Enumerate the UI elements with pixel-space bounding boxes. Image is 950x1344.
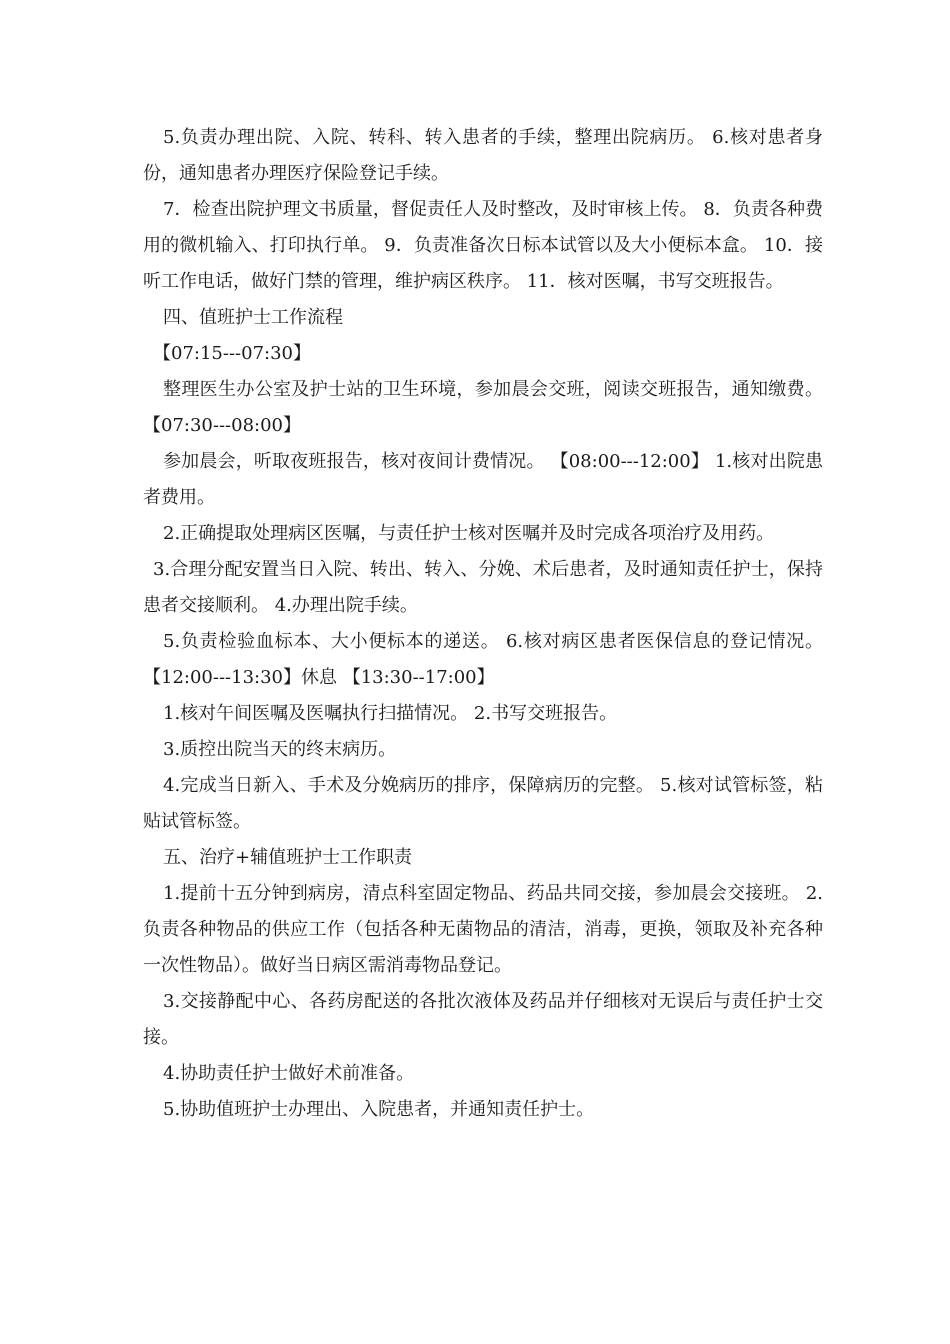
paragraph-admissions: 3.合理分配安置当日入院、转出、转入、分娩、术后患者，及时通知责任护士，保持患者交接顺利。 4.办理出院手续。 [143, 559, 823, 616]
paragraph-morning-meeting: 参加晨会，听取夜班报告，核对夜间计费情况。 【08:00---12:00】 1.核对出院患者费用。 [143, 451, 823, 508]
paragraph-assist-admission: 5.协助值班护士办理出、入院患者，并通知责任护士。 [163, 1099, 595, 1120]
paragraph-handover: 1.提前十五分钟到病房，清点科室固定物品、药品共同交接，参加晨会交接班。 2.负责各种物品的供应工作（包括各种无菌物品的清洁，消毒，更换，领取及补充各种一次性物品）。做好当日病区需消毒物品登记。 [143, 883, 823, 976]
paragraph-orders: 2.正确提取处理病区医嘱，与责任护士核对医嘱并及时完成各项治疗及用药。 [163, 523, 775, 544]
section-heading-4: 四、值班护士工作流程 [163, 307, 343, 328]
paragraph-duties-5-6: 5.负责办理出院、入院、转科、转入患者的手续，整理出院病历。 6.核对患者身份，通知患者办理医疗保险登记手续。 [143, 127, 823, 184]
paragraph-preop: 4.协助责任护士做好术前准备。 [163, 1063, 415, 1084]
paragraph-pharmacy: 3.交接静配中心、各药房配送的各批次液体及药品并仔细核对无误后与责任护士交接。 [143, 991, 823, 1048]
time-slot-0715: 【07:15---07:30】 [153, 343, 311, 364]
paragraph-specimens: 5.负责检验血标本、大小便标本的递送。 6.核对病区患者医保信息的登记情况。 【12:00---13:30】休息 【13:30--17:00】 [143, 631, 823, 688]
paragraph-quality-control: 3.质控出院当天的终末病历。 [163, 739, 397, 760]
document-body [143, 120, 823, 1128]
paragraph-duties-7-11: 7．检查出院护理文书质量，督促责任人及时整改，及时审核上传。 8．负责各种费用的微机输入、打印执行单。 9．负责准备次日标本试管以及大小便标本盒。 10．接听工作电话，做好门禁的管理，维护病区秩序。 11．核对医嘱，书写交班报告。 [143, 199, 823, 292]
section-heading-5: 五、治疗+辅值班护士工作职责 [163, 847, 413, 868]
paragraph-afternoon-orders: 1.核对午间医嘱及医嘱执行扫描情况。 2.书写交班报告。 [163, 703, 618, 724]
paragraph-morning-cleanup: 整理医生办公室及护士站的卫生环境，参加晨会交班，阅读交班报告，通知缴费。 【07:30---08:00】 [143, 379, 823, 436]
paragraph-records-sorting: 4.完成当日新入、手术及分娩病历的排序，保障病历的完整。 5.核对试管标签，粘贴试管标签。 [143, 775, 823, 832]
